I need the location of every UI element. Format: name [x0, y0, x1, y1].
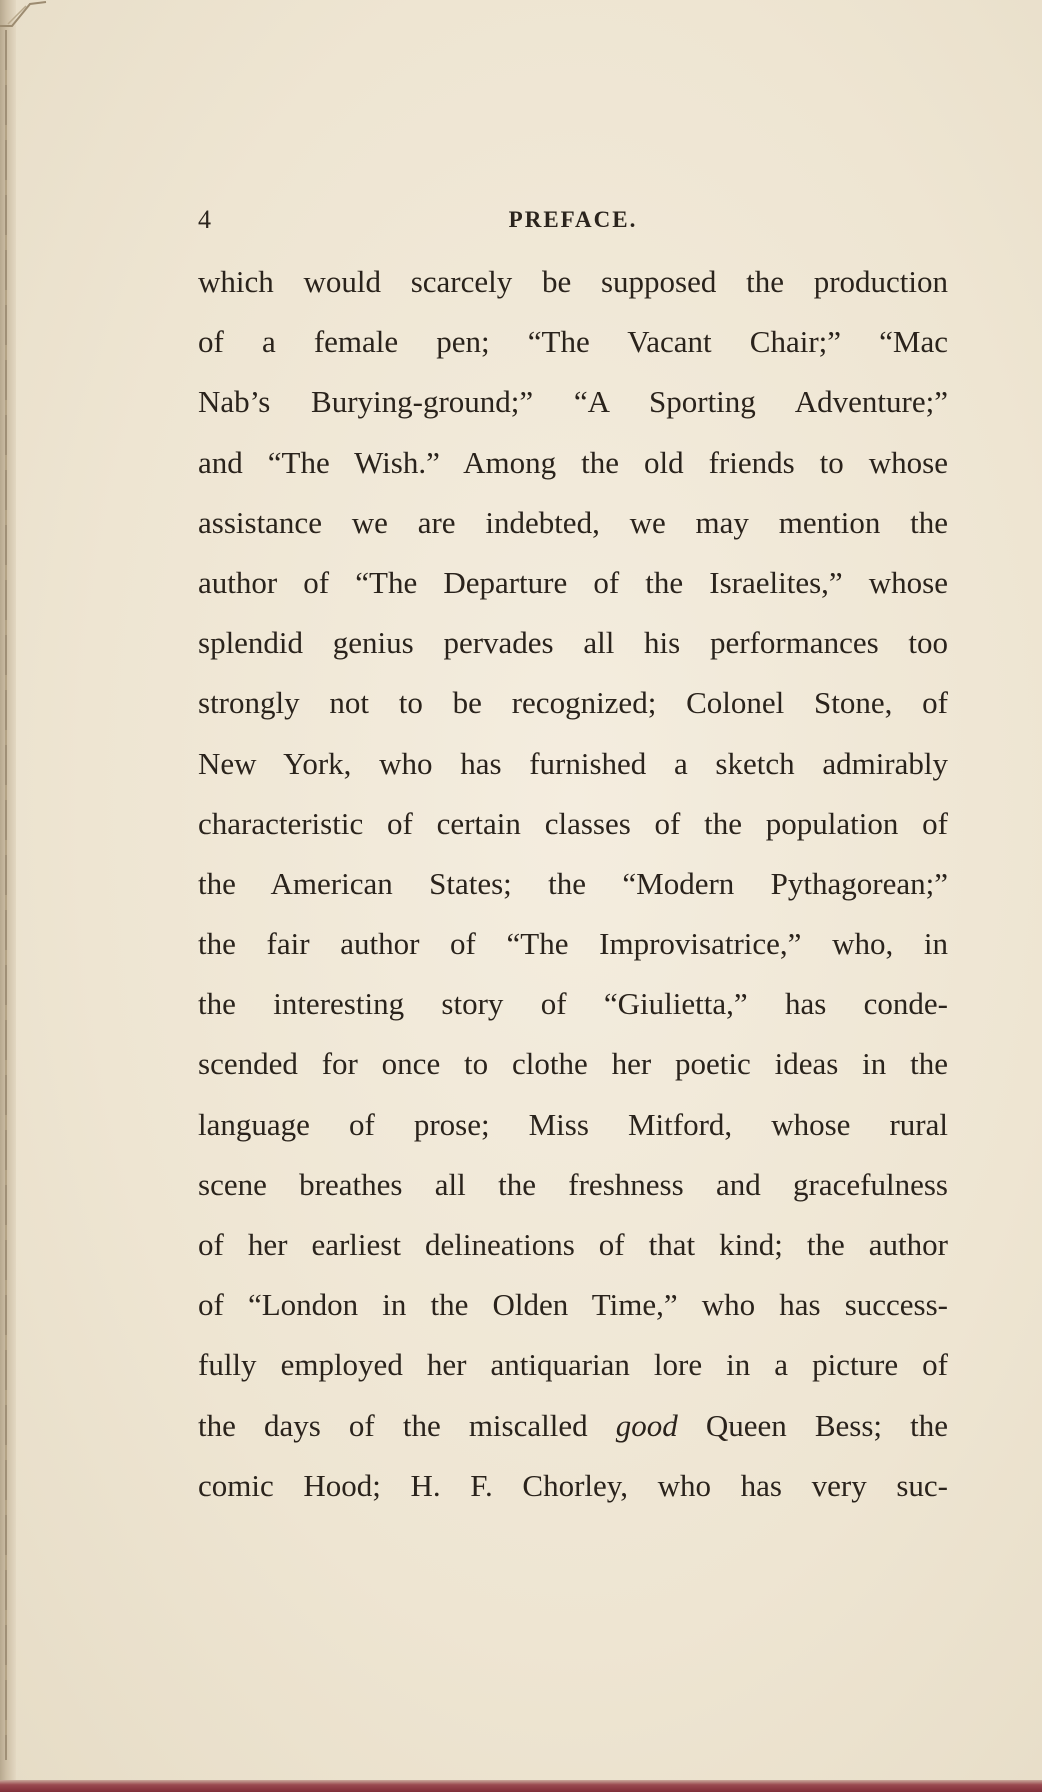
text-line: which would scarcely be supposed the production: [198, 264, 948, 299]
text-line: scended for once to clothe her poetic ideas in the: [198, 1046, 948, 1082]
page-corner-fold: [0, 0, 60, 30]
text-line: the interesting story of “Giulietta,” has conde-: [198, 986, 948, 1022]
text-line: of “London in the Olden Time,” who has success-: [198, 1287, 948, 1323]
text-segment: the days of the miscalled: [198, 1407, 616, 1443]
running-title: PREFACE.: [508, 207, 638, 232]
italic-word: good: [615, 1407, 678, 1443]
text-line: author of “The Departure of the Israelites,” whose: [198, 564, 948, 600]
text-line: assistance we are indebted, we may mention the: [198, 504, 948, 540]
text-segment: Queen Bess; the: [677, 1407, 948, 1443]
text-line: and “The Wish.” Among the old friends to whose: [198, 444, 948, 480]
page-number: 4: [198, 205, 211, 234]
text-line: fully employed her antiquarian lore in a picture of: [198, 1347, 948, 1383]
text-line: comic Hood; H. F. Chorley, who has very suc-: [198, 1467, 948, 1503]
text-line: language of prose; Miss Mitford, whose rural: [198, 1106, 948, 1142]
text-line: the fair author of “The Improvisatrice,” who, in: [198, 926, 948, 962]
running-head: [198, 202, 948, 242]
text-line: of a female pen; “The Vacant Chair;” “Mac: [198, 324, 948, 360]
binding-stitching: [5, 30, 7, 1760]
binding-edge: [0, 0, 16, 1792]
text-line: scene breathes all the freshness and gracefulness: [198, 1166, 948, 1202]
text-line: splendid genius pervades all his performances too: [198, 625, 948, 661]
text-line: characteristic of certain classes of the population of: [198, 805, 948, 841]
text-line-with-italic: [198, 1396, 948, 1456]
text-line: Nab’s Burying-ground;” “A Sporting Adventure;”: [198, 384, 948, 420]
text-line: the American States; the “Modern Pythagorean;”: [198, 865, 948, 901]
preface-body-text: [198, 252, 948, 1516]
text-line: New York, who has furnished a sketch admirably: [198, 745, 948, 781]
page-bottom-edge: [0, 1780, 1042, 1792]
text-line: of her earliest delineations of that kind; the author: [198, 1227, 948, 1262]
text-line: strongly not to be recognized; Colonel Stone, of: [198, 685, 948, 721]
